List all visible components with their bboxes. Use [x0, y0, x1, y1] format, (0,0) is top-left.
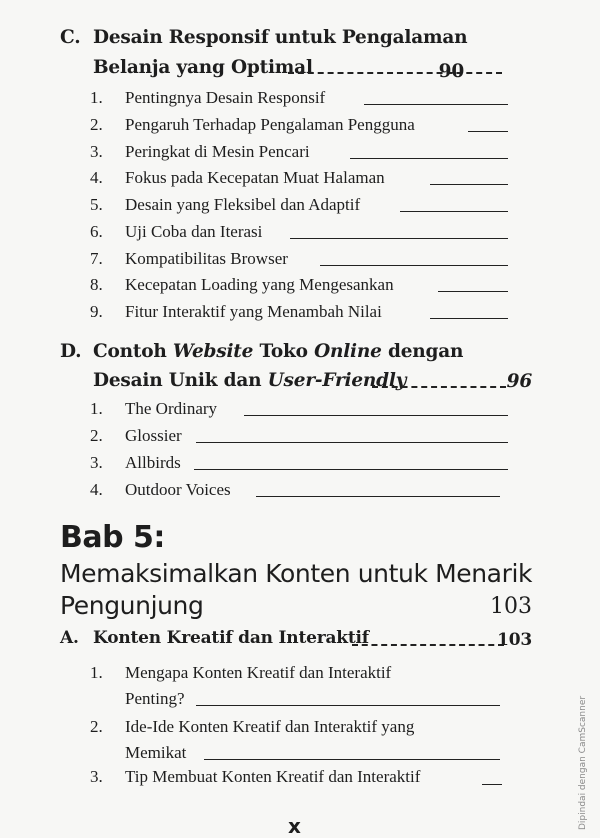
section-letter: C.: [60, 27, 81, 48]
title-part: Desain Unik dan: [93, 370, 268, 391]
section-title-line1: Desain Responsif untuk Pengalaman: [93, 27, 468, 48]
section-title-line2: Belanja yang Optimal: [93, 57, 313, 78]
chapter-page-number: 103: [490, 594, 532, 619]
item-number: 3.: [90, 767, 103, 786]
page-number: 96: [506, 371, 532, 392]
leader-line: [290, 238, 508, 239]
item-text: Pengaruh Terhadap Pengalaman Pengguna: [125, 115, 415, 134]
page-number: 90: [438, 61, 464, 82]
item-number: 2.: [90, 115, 103, 134]
leader-line: [320, 265, 508, 266]
item-text-line1: Ide-Ide Konten Kreatif dan Interaktif yang: [125, 717, 415, 736]
item-text-line1: Mengapa Konten Kreatif dan Interaktif: [125, 663, 392, 682]
item-text: Fokus pada Kecepatan Muat Halaman: [125, 168, 385, 187]
item-number: 1.: [90, 663, 103, 682]
item-text-line2: Memikat: [125, 743, 187, 762]
section-title-line1: [93, 340, 463, 364]
leader-line: [204, 759, 500, 760]
section-letter: A.: [60, 628, 79, 648]
item-text-line2: Penting?: [125, 689, 185, 708]
leader-line: [352, 644, 504, 646]
chapter-title-line2: Pengunjung: [60, 591, 204, 620]
title-part-italic: User-Friendly: [267, 370, 407, 391]
section-letter: D.: [60, 341, 82, 362]
item-text: Peringkat di Mesin Pencari: [125, 142, 310, 161]
title-part-italic: Online: [314, 341, 382, 362]
item-number: 3.: [90, 142, 103, 161]
item-text-line1: Tip Membuat Konten Kreatif dan Interaktif: [125, 767, 421, 786]
item-text: Desain yang Fleksibel dan Adaptif: [125, 195, 361, 214]
item-number: 9.: [90, 302, 103, 321]
leader-line: [430, 184, 508, 185]
leader-line: [400, 211, 508, 212]
item-number: 5.: [90, 195, 103, 214]
item-number: 2.: [90, 426, 103, 445]
title-part: dengan: [381, 341, 464, 362]
leader-line: [194, 469, 508, 470]
item-text: Allbirds: [125, 453, 181, 472]
leader-line: [364, 104, 508, 105]
item-text: Glossier: [125, 426, 182, 445]
title-part: Contoh: [93, 341, 173, 362]
item-text: Outdoor Voices: [125, 480, 231, 499]
item-number: 6.: [90, 222, 103, 241]
item-text: Fitur Interaktif yang Menambah Nilai: [125, 302, 382, 321]
chapter-label: Bab 5:: [60, 520, 165, 555]
item-number: 4.: [90, 168, 103, 187]
section-title: Konten Kreatif dan Interaktif: [93, 628, 369, 648]
item-text: The Ordinary: [125, 399, 218, 418]
item-text: Pentingnya Desain Responsif: [125, 88, 326, 107]
item-number: 2.: [90, 717, 103, 736]
title-part: Toko: [253, 341, 315, 362]
page-number: 103: [497, 630, 532, 650]
leader-line: [196, 442, 508, 443]
leader-line: [244, 415, 508, 416]
leader-line: [468, 131, 508, 132]
item-text: Uji Coba dan Iterasi: [125, 222, 263, 241]
item-text: Kompatibilitas Browser: [125, 249, 288, 268]
item-number: 1.: [90, 399, 103, 418]
leader-line: [196, 705, 500, 706]
item-number: 8.: [90, 275, 103, 294]
leader-line: [372, 386, 506, 388]
item-number: 1.: [90, 88, 103, 107]
item-text: Kecepatan Loading yang Mengesankan: [125, 275, 394, 294]
footer-page-number: x: [288, 814, 301, 838]
scanner-watermark: Dipindai dengan CamScanner: [578, 695, 588, 830]
leader-line: [350, 158, 508, 159]
section-title-line2: [93, 369, 406, 393]
leader-line: [256, 496, 500, 497]
item-number: 3.: [90, 453, 103, 472]
leader-line: [288, 72, 502, 74]
leader-line: [430, 318, 508, 319]
leader-line: [482, 784, 502, 785]
title-part-italic: Website: [172, 341, 254, 362]
item-number: 4.: [90, 480, 103, 499]
item-number: 7.: [90, 249, 103, 268]
leader-line: [438, 291, 508, 292]
chapter-title-line1: Memaksimalkan Konten untuk Menarik: [60, 559, 533, 588]
